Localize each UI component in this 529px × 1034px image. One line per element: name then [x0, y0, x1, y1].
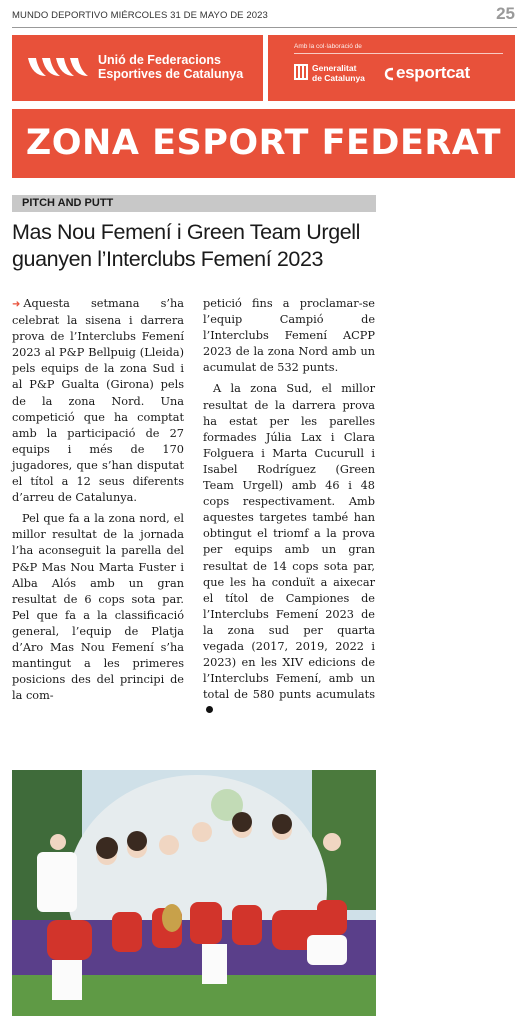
paragraph-1 — [12, 296, 184, 506]
publication-name: MUNDO DEPORTIVO — [12, 10, 108, 21]
headline-line2: guanyen l’Interclubs Femení 2023 — [12, 247, 324, 271]
ufec-line2: Esportives de Catalunya — [98, 67, 244, 81]
ufec-name — [98, 53, 243, 81]
article-column-1 — [12, 296, 184, 704]
article-column-2 — [203, 296, 375, 719]
paragraph-3: petició fins a proclamar-se l’equip Campió de l’Interclubs Femení ACPP 2023 de la zona Nord amb un acumulat de 532 punts. — [203, 297, 375, 375]
arrow-icon: ➜ — [12, 299, 21, 310]
ufec-line1: Unió de Federacions — [98, 53, 221, 67]
section-title: ZONA ESPORT FEDERAT — [12, 109, 515, 178]
page-number: 25 — [496, 4, 515, 23]
header-rule — [12, 27, 517, 28]
generalitat-line2: de Catalunya — [312, 73, 365, 83]
sponsors-banner — [268, 35, 515, 101]
headline-line1: Mas Nou Femení i Green Team Urgell — [12, 220, 361, 244]
ufec-banner — [12, 35, 263, 101]
esportcat-mark-icon — [384, 67, 394, 81]
team-photo-illustration — [12, 770, 376, 1016]
publication-date: MIÉRCOLES 31 DE MAYO DE 2023 — [110, 10, 268, 21]
generalitat-name — [312, 63, 365, 83]
running-header — [12, 10, 268, 21]
team-photo — [12, 770, 376, 1016]
end-of-article-icon — [206, 706, 213, 713]
paragraph-4 — [203, 381, 375, 719]
generalitat-emblem-icon — [294, 64, 308, 80]
ufec-logo-icon — [26, 54, 90, 82]
collaboration-label: Amb la col·laboració de — [294, 43, 362, 50]
collaboration-rule — [294, 53, 503, 54]
esportcat-logo — [386, 63, 470, 83]
esportcat-wordmark: esportcat — [396, 63, 470, 82]
paragraph-2: Pel que fa a la zona nord, el millor resultat de la jornada l’ha aconseguit la parella del P&P Mas Nou Marta Fuster i Alba Alós amb un gran resultat de 6 cops sota par. Pel que fa a la classificació general, l’equip de Platja d’Aro Mas Nou Femení s’ha mantingut a les primeres posicions des del principi de la com- — [12, 512, 184, 703]
article-kicker: PITCH AND PUTT — [12, 195, 376, 212]
paragraph-1-text: Aquesta setmana s’ha celebrat la sisena i darrera prova de l’Interclubs Femení 2023 al P&P Bellpuig (Lleida) pels equips de la zona Sud i al P&P Gualta (Girona) pels de la zona Nord. Una competició que ha comptat amb la participació de 27 equips i més de 170 jugadores, que s’han disputat el títol a 12 seus diferents d’arreu de Catalunya. — [12, 297, 184, 505]
generalitat-line1: Generalitat — [312, 63, 357, 73]
paragraph-4-text: A la zona Sud, el millor resultat de la darrera prova ha estat per les parelles formades Júlia Lax i Clara Folguera i Marta Cucurull i Isabel Rodríguez (Green Team Urgell) amb 46 i 48 cops respectivament. Amb aquestes targetes també han obtingut el triomf a la prova per equips amb un gran resultat de 14 cops sota par, que les ha conduït a aixecar el títol de Campiones de l’Interclubs Femení 2023 de la zona sud per quarta vegada (2017, 2019, 2022 i 2023) en les XIV edicions de l’Interclubs Femení, amb un total de 580 punts acumulats — [203, 382, 375, 702]
article-headline — [12, 219, 382, 273]
